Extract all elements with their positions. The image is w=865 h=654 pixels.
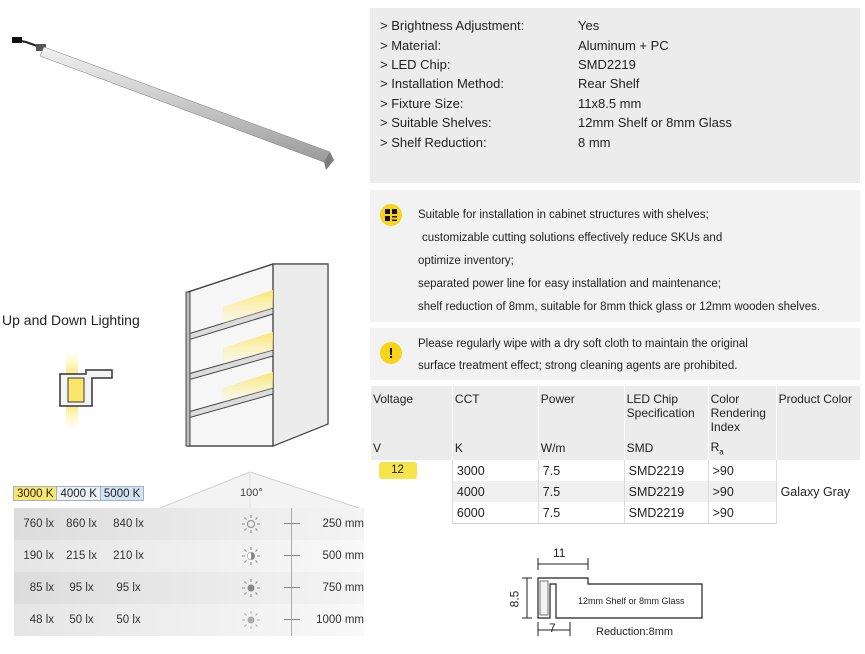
feature-line: optimize inventory; [418,255,514,267]
unit-chip: SMD [624,436,708,460]
unit-cri [708,436,776,460]
lux-4000: 50 lx [69,614,94,626]
sun-icon [242,515,260,533]
spec-panel [370,8,860,183]
cell-cct: 4000 [452,481,538,502]
distance-axis [291,572,292,604]
cabinet-illustration [178,252,338,448]
spec-value: 11x8.5 mm [578,95,642,111]
lux-5000: 95 lx [116,582,141,594]
lux-row [14,604,364,636]
lux-4000: 860 lx [66,518,97,530]
cell-power: 7.5 [538,502,624,523]
spec-value: 12mm Shelf or 8mm Glass [578,115,732,131]
lux-5000: 210 lx [113,550,144,562]
lux-3000: 48 lx [29,614,54,626]
unit-cct: K [452,436,538,460]
spec-key: > Brightness Adjustment: [380,18,578,33]
lux-row [14,508,364,540]
spec-row [380,113,850,132]
voltage-badge: 12 [379,462,417,479]
header-color: Product Color [776,386,860,436]
shelf-label: 12mm Shelf or 8mm Glass [578,596,685,606]
spec-row [380,35,850,54]
offset-label: 7 [549,621,556,635]
header-cri: Color Rendering Index [708,386,776,436]
spec-row [380,132,850,151]
lux-row [14,572,364,604]
beam-angle: 100° [240,487,263,499]
cell-cct: 6000 [452,502,538,523]
lux-3000: 760 lx [23,518,54,530]
distance-axis [291,508,292,540]
cell-cri: >90 [708,481,776,502]
header-chip: LED Chip Specification [624,386,708,436]
spec-key: > Fixture Size: [380,96,578,111]
spec-row [380,16,850,35]
cell-product-color: Galaxy Gray [776,460,860,523]
spec-key: > LED Chip: [380,57,578,72]
spec-value: Yes [578,18,600,34]
sun-icon [242,611,260,629]
cell-power: 7.5 [538,460,624,481]
care-line: surface treatment effect; strong cleaning agents are prohibited. [418,360,738,372]
distance-tick [284,619,300,620]
reduction-label: Reduction:8mm [596,626,674,638]
table-header-row [371,386,861,436]
exclamation-icon: ! [380,342,402,364]
grid-list-icon [380,204,402,226]
distance-label: 250 mm [322,518,364,530]
lux-3000: 85 lx [29,582,54,594]
voltage-cell [371,460,453,523]
lux-5000: 50 lx [116,614,141,626]
spec-key: > Material: [380,38,578,53]
spec-row [380,55,850,74]
spec-key: > Suitable Shelves: [380,115,578,130]
header-cct: CCT [452,386,538,436]
distance-tick [284,555,300,556]
distance-label: 750 mm [322,582,364,594]
product-image [0,20,345,180]
care-panel [370,328,860,380]
lux-4000: 95 lx [69,582,94,594]
table-unit-row [371,436,861,460]
sun-icon [242,579,260,597]
cell-chip: SMD2219 [624,460,708,481]
cct-chip-4000[interactable]: 4000 K [56,486,100,501]
unit-voltage: V [371,436,453,460]
lux-3000: 190 lx [23,550,54,562]
unit-power: W/m [538,436,624,460]
distance-tick [284,587,300,588]
distance-axis [291,540,292,572]
distance-label: 1000 mm [316,614,364,626]
spec-value: SMD2219 [578,56,636,72]
lux-5000: 840 lx [113,518,144,530]
sun-icon [242,547,260,565]
spec-key: > Installation Method: [380,76,578,91]
dimension-diagram [498,540,718,650]
spec-value: Aluminum + PC [578,37,669,53]
header-voltage: Voltage [371,386,453,436]
spec-key: > Shelf Reduction: [380,135,578,150]
unit-cri-sub: a [719,447,724,457]
unit-color [776,436,860,460]
care-line: Please regularly wipe with a dry soft cloth to maintain the original [418,338,748,350]
cct-selector [13,486,143,501]
cell-cct: 3000 [452,460,538,481]
spec-row [380,94,850,113]
cell-cri: >90 [708,460,776,481]
distance-label: 500 mm [322,550,364,562]
feature-line: customizable cutting solutions effectively reduce SKUs and [422,232,723,244]
height-label: 8.5 [507,590,522,608]
spec-table [370,386,860,524]
distance-axis [291,604,292,636]
cell-power: 7.5 [538,481,624,502]
features-panel [370,190,860,322]
illuminance-table [14,508,364,636]
cct-chip-3000[interactable]: 3000 K [13,486,57,501]
unit-cri-letter: R [710,440,720,454]
lux-row [14,540,364,572]
feature-line: Suitable for installation in cabinet structures with shelves; [418,209,709,221]
spec-value: 8 mm [578,134,611,150]
table-row [371,460,861,481]
spec-row [380,74,850,93]
distance-tick [284,523,300,524]
cell-chip: SMD2219 [624,481,708,502]
lux-4000: 215 lx [66,550,97,562]
width-label: 11 [553,546,566,560]
spec-value: Rear Shelf [578,76,640,92]
header-power: Power [538,386,624,436]
profile-icon [50,350,115,430]
feature-line: shelf reduction of 8mm, suitable for 8mm thick glass or 12mm wooden shelves. [418,301,821,313]
cell-chip: SMD2219 [624,502,708,523]
cct-chip-5000[interactable]: 5000 K [100,486,144,501]
feature-line: separated power line for easy installation and maintenance; [418,278,722,290]
cell-cri: >90 [708,502,776,523]
up-down-lighting-title: Up and Down Lighting [2,312,140,328]
